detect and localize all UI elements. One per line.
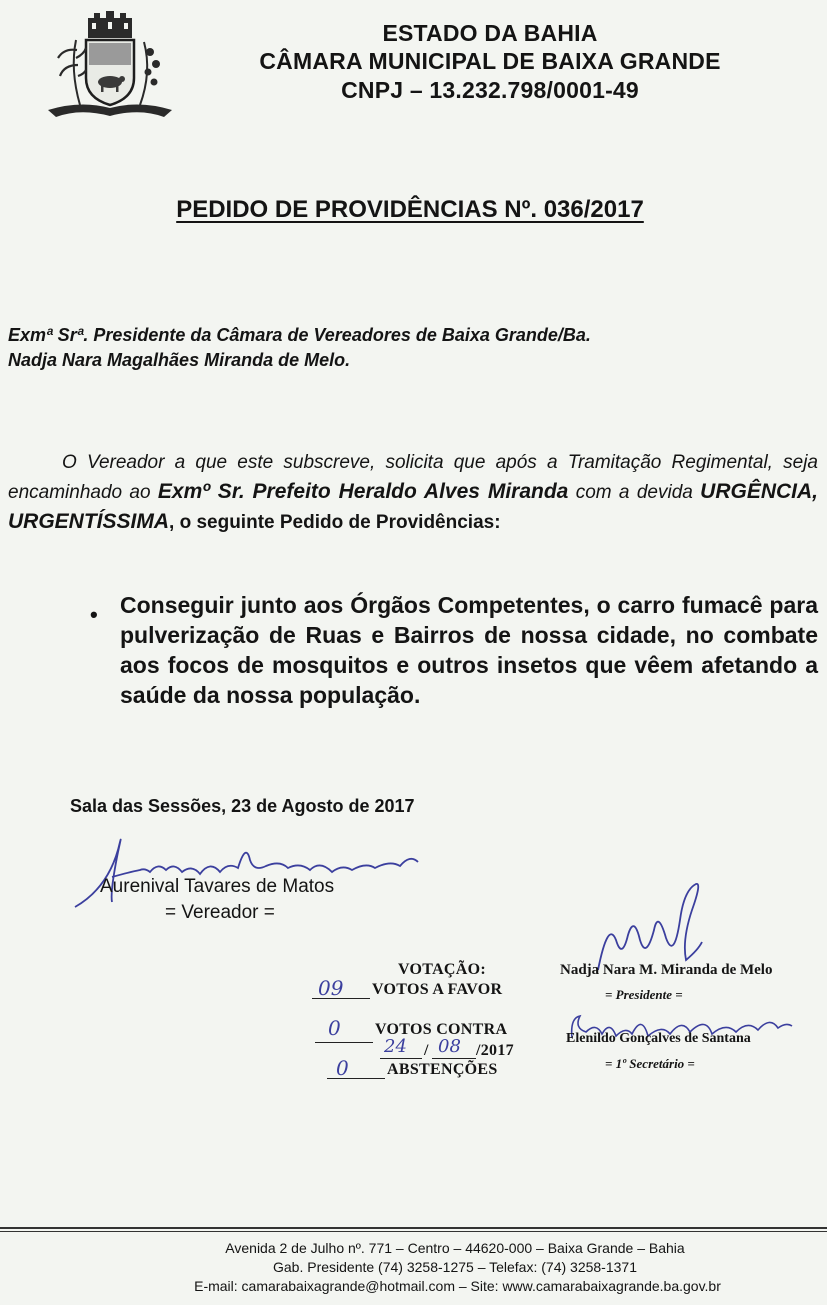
addressee-line-1: Exmª Srª. Presidente da Câmara de Vereadores de Baixa Grande/Ba. bbox=[8, 325, 591, 345]
president-role: = Presidente = bbox=[605, 987, 683, 1002]
footer-contact: E-mail: camarabaixagrande@hotmail.com – Site: www.camarabaixagrande.ba.gov.br bbox=[194, 1278, 721, 1294]
document-title: PEDIDO DE PROVIDÊNCIAS Nº. 036/2017 bbox=[176, 196, 644, 223]
abstention-value: 0 bbox=[336, 1056, 349, 1080]
session-date: Sala das Sessões, 23 de Agosto de 2017 bbox=[70, 796, 415, 816]
president-signature-icon bbox=[588, 880, 708, 975]
date-separator: / bbox=[424, 1042, 429, 1059]
contra-label: VOTOS CONTRA bbox=[375, 1021, 508, 1038]
date-year: /2017 bbox=[476, 1042, 514, 1059]
body-paragraph bbox=[8, 448, 818, 537]
footer-phones: Gab. Presidente (74) 3258-1275 – Telefax: (74) 3258-1371 bbox=[273, 1259, 637, 1275]
date-day-line bbox=[380, 1058, 422, 1059]
president-name: Nadja Nara M. Miranda de Melo bbox=[560, 962, 773, 978]
contra-value: 0 bbox=[328, 1016, 341, 1040]
abstention-label: ABSTENÇÕES bbox=[387, 1061, 498, 1078]
favor-label: VOTOS A FAVOR bbox=[372, 981, 503, 998]
secretary-role: = 1º Secretário = bbox=[605, 1056, 695, 1071]
header-chamber: CÂMARA MUNICIPAL DE BAIXA GRANDE bbox=[259, 48, 721, 74]
body-text-2: com a devida bbox=[568, 482, 701, 503]
footer-address: Avenida 2 de Julho nº. 771 – Centro – 44620-000 – Baixa Grande – Bahia bbox=[225, 1240, 685, 1256]
contra-line bbox=[315, 1042, 373, 1043]
body-urgency: URGÊNCIA, URGENTÍSSIMA bbox=[8, 480, 818, 533]
footer-divider bbox=[0, 1227, 827, 1229]
footer-divider-thin bbox=[0, 1231, 827, 1232]
date-month-line bbox=[432, 1058, 476, 1059]
author-role: = Vereador = bbox=[165, 902, 275, 923]
secretary-name: Elenildo Gonçalves de Santana bbox=[566, 1031, 751, 1046]
favor-value: 09 bbox=[318, 976, 344, 1000]
voting-title: VOTAÇÃO: bbox=[398, 961, 487, 978]
date-day: 24 bbox=[384, 1036, 407, 1057]
bullet-icon: • bbox=[90, 602, 98, 627]
body-text-3: , o seguinte Pedido de Providências: bbox=[169, 512, 501, 533]
author-name: Aurenival Tavares de Matos bbox=[100, 876, 335, 897]
addressee-line-2: Nadja Nara Magalhães Miranda de Melo. bbox=[8, 350, 351, 370]
header-state: ESTADO DA BAHIA bbox=[382, 20, 598, 46]
header-cnpj: CNPJ – 13.232.798/0001-49 bbox=[341, 77, 639, 103]
body-text-1: O Vereador a que este subscreve, solicita que após a Tramitação Regimental, seja encaminhado ao bbox=[8, 452, 818, 503]
body-mayor: Exmº Sr. Prefeito Heraldo Alves Miranda bbox=[157, 480, 569, 503]
request-text: Conseguir junto aos Órgãos Competentes, o carro fumacê para pulverização de Ruas e Bairros de nossa cidade, no combate aos focos de mosquitos e outros insetos que vêem afetando a saúde da nossa população. bbox=[120, 592, 818, 708]
date-month: 08 bbox=[438, 1036, 461, 1057]
